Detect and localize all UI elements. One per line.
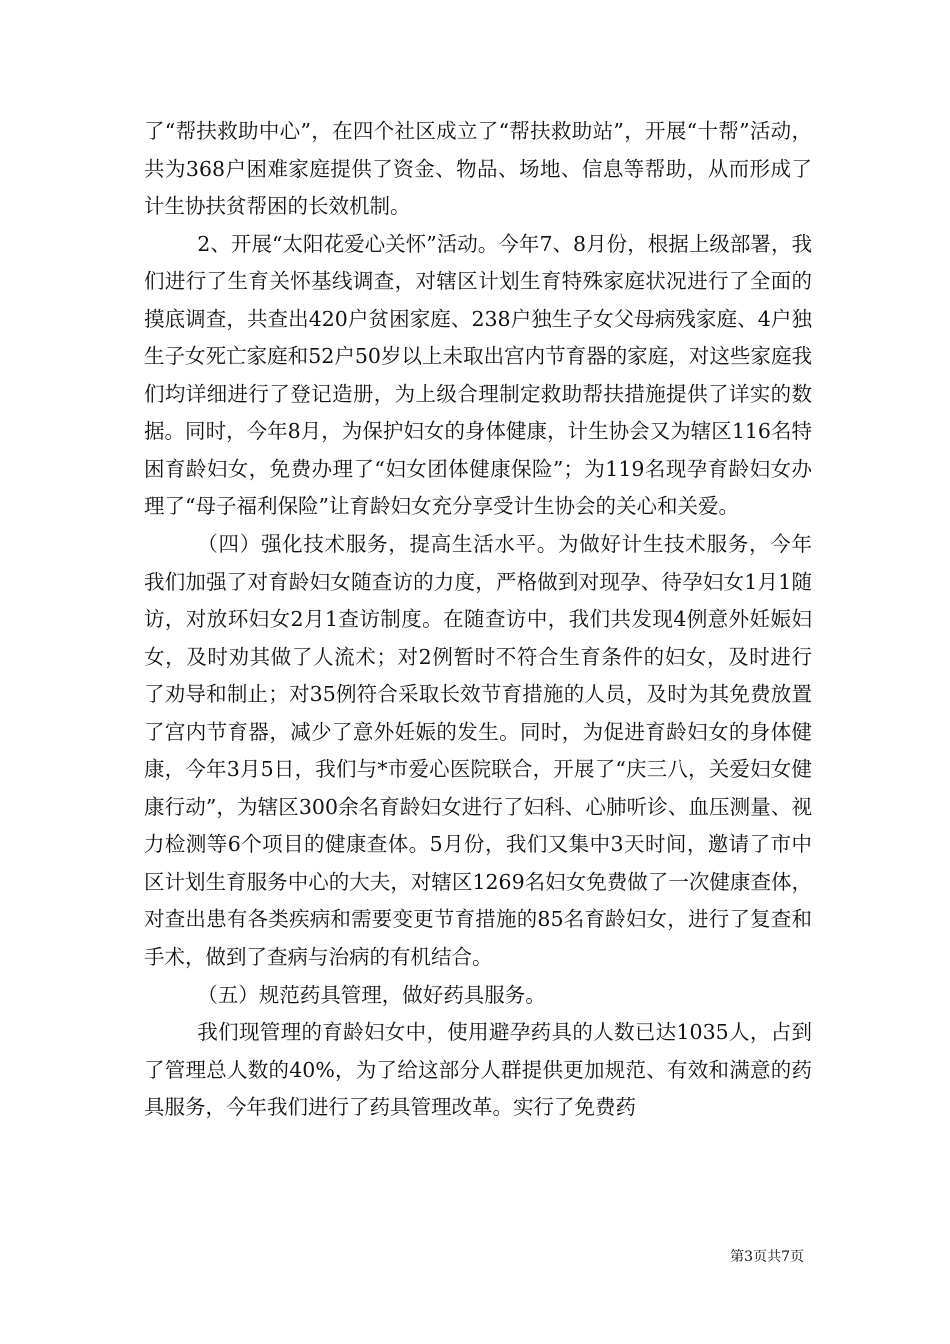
paragraph-sunflower-care: 2、开展“太阳花爱心关怀”活动。今年7、8月份，根据上级部署，我们进行了生育关怀基线调查，对辖区计划生育特殊家庭状况进行了全面的摸底调查，共查出420户贫困家庭、238户独生子女父母病残家庭、4户独生子女死亡家庭和52户50岁以上未取出宫内节育器的家庭，对这些家庭我们均详细进行了登记造册，为上级合理制定救助帮扶措施提供了详实的数据。同时，今年8月，为保护妇女的身体健康，计生协会又为辖区116名特困育龄妇女，免费办理了“妇女团体健康保险”；为119名现孕育龄妇女办理了“母子福利保险”让育龄妇女充分享受计生协会的关心和关爱。 bbox=[144, 231, 812, 519]
page-number-footer: 第3页共7页 bbox=[730, 1249, 804, 1265]
paragraph-medicine-management: 我们现管理的育龄妇女中，使用避孕药具的人数已达1035人，占到了管理总人数的40%，为了给这部分人群提供更加规范、有效和满意的药具服务，今年我们进行了药具管理改革。实行了免费药 bbox=[144, 1020, 812, 1120]
body-text bbox=[144, 113, 812, 1127]
paragraph-continued: 了“帮扶救助中心”，在四个社区成立了“帮扶救助站”，开展“十帮”活动，共为368户困难家庭提供了资金、物品、场地、信息等帮助，从而形成了计生协扶贫帮困的长效机制。 bbox=[144, 119, 812, 219]
paragraph-technical-service: （四）强化技术服务，提高生活水平。为做好计生技术服务，今年我们加强了对育龄妇女随查访的力度，严格做到对现孕、待孕妇女1月1随访，对放环妇女2月1查访制度。在随查访中，我们共发现4例意外妊娠妇女，及时劝其做了人流术；对2例暂时不符合生育条件的妇女，及时进行了劝导和制止；对35例符合采取长效节育措施的人员，及时为其免费放置了宫内节育器，减少了意外妊娠的发生。同时，为促进育龄妇女的身体健康，今年3月5日，我们与*市爱心医院联合，开展了“庆三八，关爱妇女健康行动”，为辖区300余名育龄妇女进行了妇科、心肺听诊、血压测量、视力检测等6个项目的健康查体。5月份，我们又集中3天时间，邀请了市中区计划生育服务中心的大夫，对辖区1269名妇女免费做了一次健康查体，对查出患有各类疾病和需要变更节育措施的85名育龄妇女，进行了复查和手术，做到了查病与治病的有机结合。 bbox=[144, 532, 812, 970]
paragraph-heading-medicine: （五）规范药具管理，做好药具服务。 bbox=[197, 982, 546, 1007]
